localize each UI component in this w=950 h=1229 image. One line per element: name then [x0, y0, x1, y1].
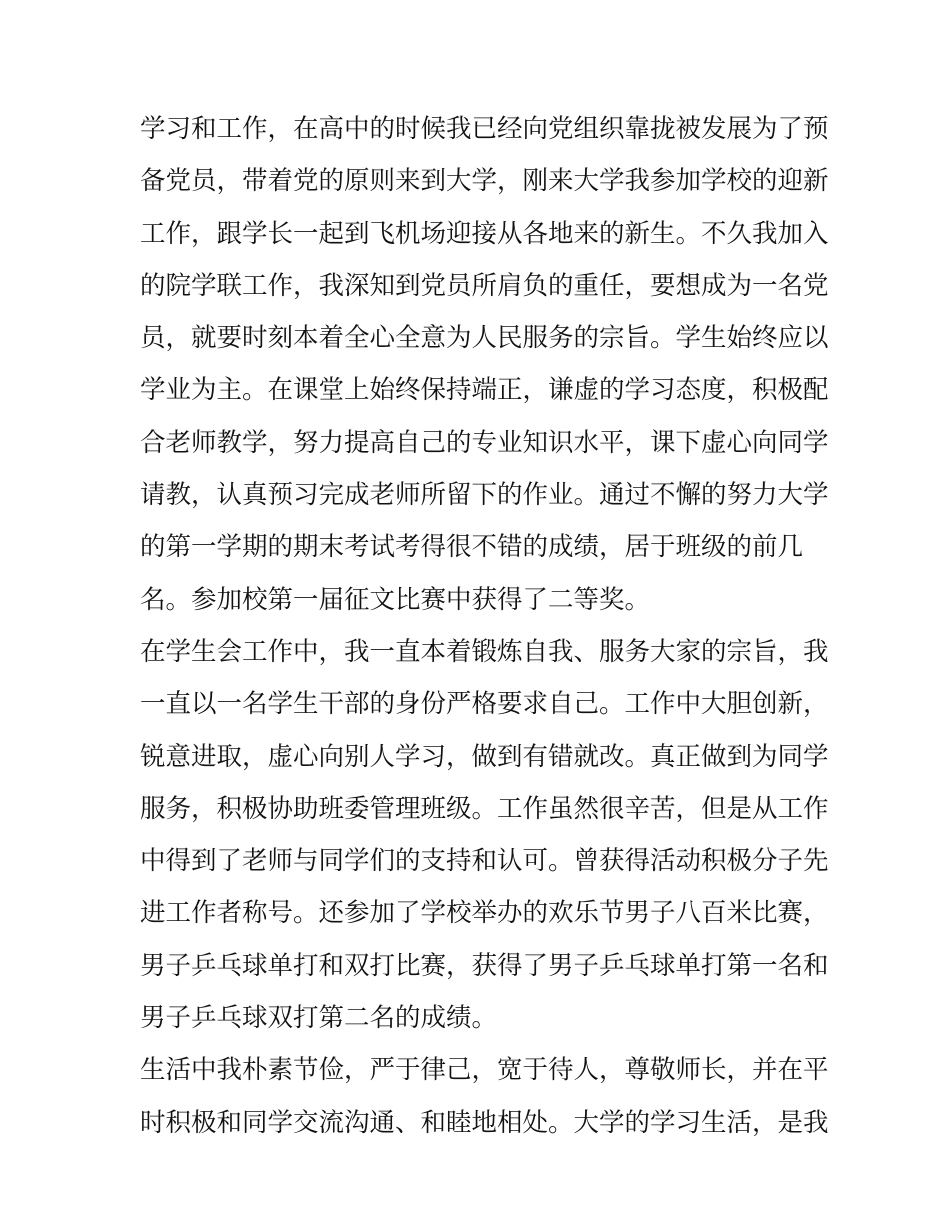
- text-line-17: 男子乒乓球单打和双打比赛，获得了男子乒乓球单打第一名和: [140, 950, 829, 981]
- text-line-13: 锐意进取，虚心向别人学习，做到有错就改。真正做到为同学: [140, 741, 829, 772]
- text-line-12: 一直以一名学生干部的身份严格要求自己。工作中大胆创新，: [140, 689, 829, 720]
- text-line-15: 中得到了老师与同学们的支持和认可。曾获得活动积极分子先: [140, 846, 829, 877]
- text-line-6: 学业为主。在课堂上始终保持端正，谦虚的学习态度，积极配: [140, 375, 829, 406]
- text-line-9: 的第一学期的期末考试考得很不错的成绩，居于班级的前几: [140, 532, 804, 563]
- text-line-14: 服务，积极协助班委管理班级。工作虽然很辛苦，但是从工作: [140, 793, 829, 824]
- text-line-19: 生活中我朴素节俭，严于律己，宽于待人，尊敬师长，并在平: [140, 1055, 829, 1086]
- text-line-1: 学习和工作，在高中的时候我已经向党组织靠拢被发展为了预: [140, 114, 829, 144]
- text-line-11: 在学生会工作中，我一直本着锻炼自我、服务大家的宗旨，我: [140, 636, 829, 667]
- text-line-10: 名。参加校第一届征文比赛中获得了二等奖。: [140, 584, 651, 615]
- text-line-2: 备党员，带着党的原则来到大学，刚来大学我参加学校的迎新: [140, 166, 829, 197]
- text-line-8: 请教，认真预习完成老师所留下的作业。通过不懈的努力大学: [140, 480, 829, 511]
- text-line-5: 员，就要时刻本着全心全意为人民服务的宗旨。学生始终应以: [140, 323, 829, 354]
- text-line-7: 合老师教学，努力提高自己的专业知识水平，课下虚心向同学: [140, 427, 829, 458]
- text-line-20: 时积极和同学交流沟通、和睦地相处。大学的学习生活，是我: [140, 1107, 829, 1138]
- text-line-16: 进工作者称号。还参加了学校举办的欢乐节男子八百米比赛，: [140, 898, 829, 929]
- text-line-3: 工作，跟学长一起到飞机场迎接从各地来的新生。不久我加入: [140, 218, 829, 249]
- body-text: [140, 103, 830, 1149]
- text-line-18: 男子乒乓球双打第二名的成绩。: [140, 1003, 498, 1034]
- text-line-4: 的院学联工作，我深知到党员所肩负的重任，要想成为一名党: [140, 270, 829, 301]
